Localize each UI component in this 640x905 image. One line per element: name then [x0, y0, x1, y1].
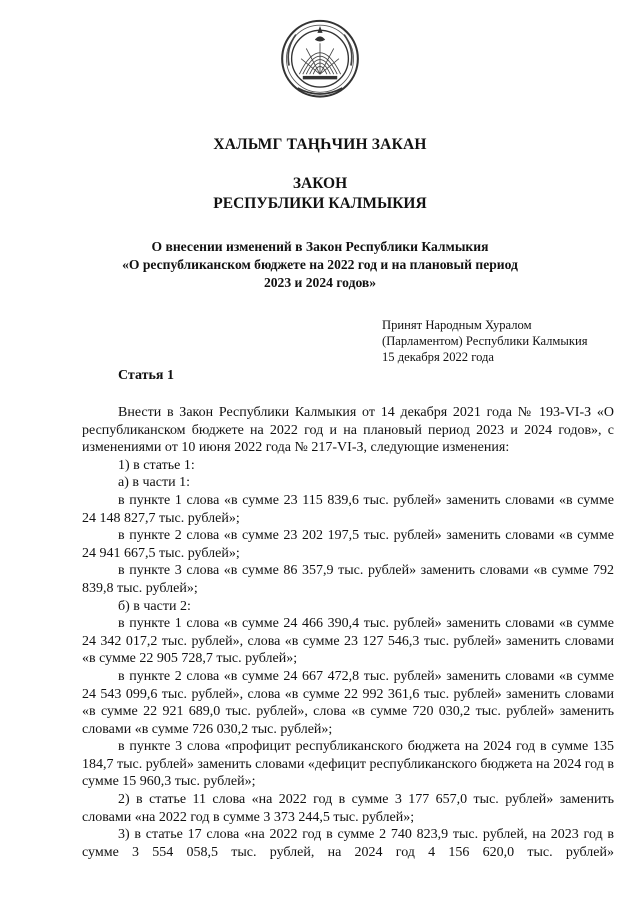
coat-of-arms-emblem-icon	[277, 14, 363, 100]
paragraph: б) в части 2:	[118, 598, 191, 614]
law-title-line2: РЕСПУБЛИКИ КАЛМЫКИЯ	[213, 195, 427, 212]
law-name-line2: «О республиканском бюджете на 2022 год и на плановый период	[122, 257, 518, 272]
kalmyk-law-title: ХАЛЬМГ ТАҢҺЧИН ЗАКАН	[213, 136, 427, 153]
article-heading: Статья 1	[118, 368, 174, 383]
adoption-note	[382, 317, 622, 365]
adoption-line2: (Парламентом) Республики Калмыкия	[382, 334, 588, 348]
adoption-date: 15 декабря 2022 года	[382, 350, 495, 364]
law-title	[0, 174, 640, 214]
paragraph: в пункте 1 слова «в сумме 24 466 390,4 тыс. рублей» заменить словами «в сумме 24 342 017,2 тыс. рублей», слова «в сумме 23 127 546,3 тыс. рублей» заменить словами «в сумме 22 905 728,7 тыс. рублей»;	[82, 616, 614, 667]
paragraph: в пункте 2 слова «в сумме 24 667 472,8 тыс. рублей» заменить словами «в сумме 24 543 099,6 тыс. рублей», слова «в сумме 22 992 361,6 тыс. рублей» заменить словами «в сумме 22 921 689,0 тыс. рублей», слова «в сумме 720 030,2 тыс. рублей» заменить словами «в сумме 726 030,2 тыс. рублей»;	[82, 668, 614, 737]
paragraph: в пункте 3 слова «в сумме 86 357,9 тыс. рублей» заменить словами «в сумме 792 839,8 тыс. рублей»;	[82, 563, 614, 596]
paragraph: в пункте 2 слова «в сумме 23 202 197,5 тыс. рублей» заменить словами «в сумме 24 941 667,5 тыс. рублей»;	[82, 528, 614, 561]
paragraph: в пункте 3 слова «профицит республиканского бюджета на 2024 год в сумме 135 184,7 тыс. рублей» заменить словами «дефицит республиканского бюджета на 2024 год в сумме 15 960,3 тыс. рублей»;	[82, 739, 614, 790]
paragraph: 3) в статье 17 слова «на 2022 год в сумме 2 740 823,9 тыс. рублей, на 2023 год в сумме 3 554 058,5 тыс. рублей, на 2024 год 4 156 620,0 тыс. рублей»	[82, 827, 614, 860]
paragraph: а) в части 1:	[118, 475, 190, 491]
paragraph: в пункте 1 слова «в сумме 23 115 839,6 тыс. рублей» заменить словами «в сумме 24 148 827,7 тыс. рублей»;	[82, 492, 614, 526]
article-body	[82, 404, 614, 861]
paragraph: 1) в статье 1:	[118, 457, 195, 473]
law-name-line3: 2023 и 2024 годов»	[263, 275, 377, 290]
law-title-line1: ЗАКОН	[292, 175, 348, 192]
law-name-line1: О внесении изменений в Закон Республики Калмыкия	[151, 239, 489, 254]
law-name	[60, 238, 580, 292]
adoption-line1: Принят Народным Хуралом	[382, 318, 532, 332]
paragraph: Внести в Закон Республики Калмыкия от 14 декабря 2021 года № 193-VI-З «О республиканском бюджете на 2022 год и на плановый период 2023 и 2024 годов», с изменениями от 10 июня 2022 года № 217-VI-З, следующие изменения:	[82, 405, 614, 456]
paragraph: 2) в статье 11 слова «на 2022 год в сумме 3 177 657,0 тыс. рублей» заменить словами «на 2022 год в сумме 3 373 244,5 тыс. рублей»;	[82, 792, 614, 825]
